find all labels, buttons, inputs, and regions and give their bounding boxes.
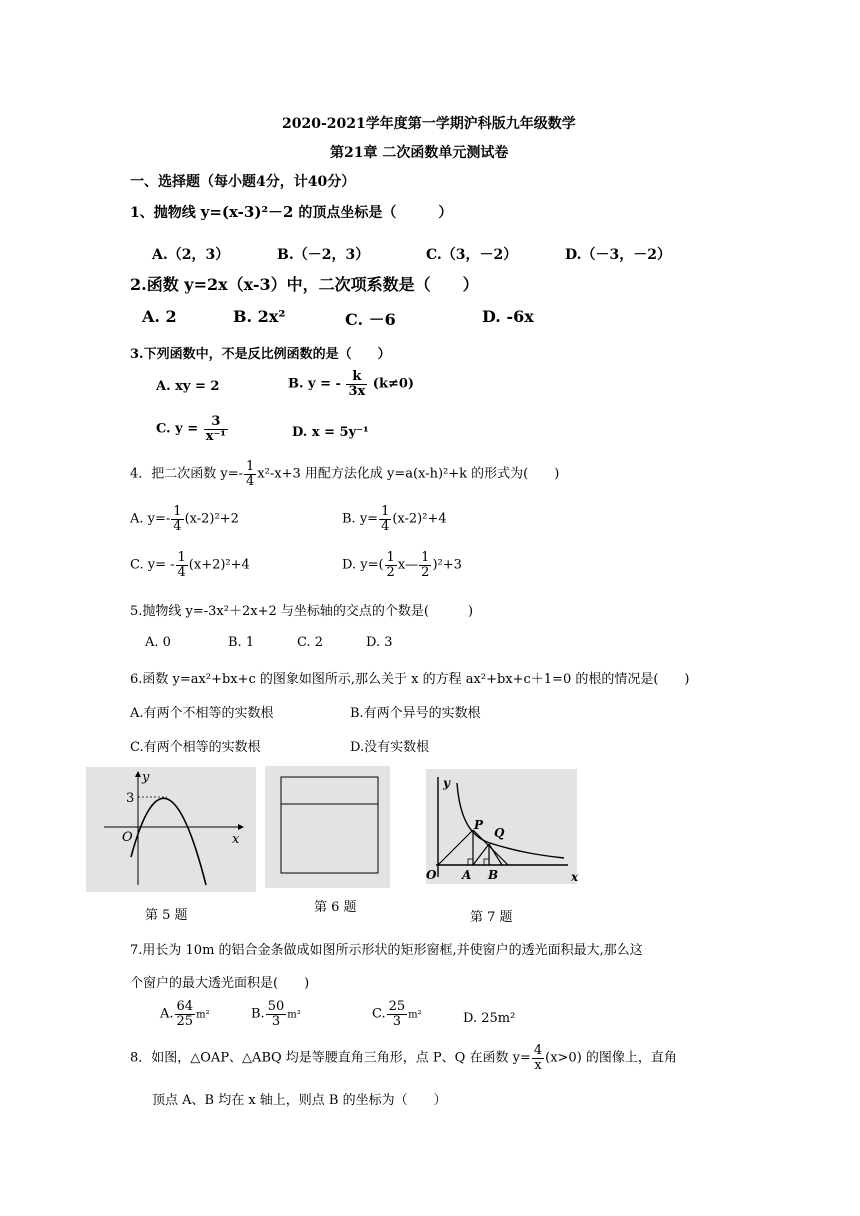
figure-7-origin: O	[426, 868, 437, 882]
q8-prefix: 8．如图，△OAP、△ABQ 均是等腰直角三角形，点 P、Q 在函数 y=	[130, 1050, 531, 1066]
q4-option-b-suffix: (x-2)²+4	[392, 511, 447, 527]
q7-option-b-numerator: 50	[267, 999, 285, 1014]
q7-option-d: D. 25m²	[463, 1011, 516, 1026]
q4-option-c-suffix: (x+2)²+4	[188, 557, 250, 573]
question-2: 2.函数 y=2x（x-3）中，二次项系数是（ ）	[130, 275, 479, 294]
q7-option-c	[372, 1000, 422, 1028]
q7-option-a-unit: m²	[196, 1009, 210, 1021]
page-subtitle: 第21章 二次函数单元测试卷	[330, 145, 509, 161]
q2-option-b: B. 2x²	[233, 307, 286, 326]
section-heading: 一、选择题（每小题4分，计40分）	[130, 174, 356, 190]
q7-option-a	[160, 1000, 210, 1028]
q4-option-c-numerator: 1	[177, 550, 186, 565]
q1-option-d: D.（－3，－2）	[565, 247, 671, 263]
q7-option-a-prefix: A.	[160, 1006, 174, 1022]
q4-option-d-denominator-1: 2	[386, 564, 395, 580]
q4-denominator: 4	[246, 473, 255, 489]
q3-option-b-numerator: k	[346, 370, 367, 385]
q3-option-d: D. x = 5y⁻¹	[292, 425, 369, 440]
question-7-line-2: 个窗户的最大透光面积是( )	[130, 976, 310, 991]
q4-option-a-numerator: 1	[173, 504, 182, 519]
q4-option-d-suffix: )²+3	[432, 557, 462, 573]
q5-option-a: A. 0	[145, 635, 171, 650]
page-title: 2020-2021学年度第一学期沪科版九年级数学	[282, 116, 576, 132]
question-7-line-1: 7.用长为 10m 的铝合金条做成如图所示形状的矩形窗框,并使窗户的透光面积最大,那么这	[130, 943, 643, 958]
q1-option-c: C.（3，－2）	[426, 247, 518, 263]
q3-option-b-denominator: 3x	[348, 383, 366, 399]
q7-option-c-unit: m²	[408, 1009, 422, 1021]
q1-option-a: A.（2，3）	[152, 247, 230, 263]
figure-7-point-b: B	[488, 868, 499, 882]
q2-option-c: C. －6	[345, 310, 396, 329]
figure-7-caption: 第 7 题	[470, 910, 513, 925]
q4-option-b-denominator: 4	[381, 518, 390, 534]
q3-option-c-denominator: x⁻¹	[205, 428, 226, 444]
q4-option-b	[342, 505, 447, 533]
q5-option-c: C. 2	[297, 635, 324, 650]
q4-suffix: x²-x+3 用配方法化成 y=a(x-h)²+k 的形式为( )	[257, 466, 560, 482]
figure-7-y-label: y	[443, 776, 450, 790]
q4-option-d-numerator-1: 1	[386, 550, 395, 565]
q3-option-b-prefix: B. y = -	[288, 376, 341, 392]
q3-option-c	[156, 415, 229, 443]
question-4	[130, 460, 559, 488]
q4-option-c-denominator: 4	[177, 564, 186, 580]
q3-option-b-suffix: (k≠0)	[372, 376, 415, 392]
q7-option-b	[251, 1000, 301, 1028]
figure-5-origin: O	[122, 830, 133, 845]
q5-option-b: B. 1	[228, 635, 255, 650]
question-8-line-2: 顶点 A、B 均在 x 轴上，则点 B 的坐标为（ ）	[152, 1093, 447, 1108]
q3-option-a: A. xy = 2	[156, 379, 220, 394]
q4-option-a-prefix: A. y=-	[130, 511, 171, 527]
q7-option-c-numerator: 25	[388, 999, 406, 1014]
figure-7-point-a: A	[462, 868, 472, 882]
q2-option-a: A. 2	[142, 307, 177, 326]
figure-6-caption: 第 6 题	[314, 900, 357, 915]
figure-5-y-label: y	[142, 770, 150, 785]
q2-option-d: D. -6x	[482, 307, 534, 326]
q7-option-b-unit: m²	[287, 1009, 301, 1021]
q3-option-c-numerator: 3	[204, 415, 228, 430]
q4-option-c	[130, 551, 250, 579]
q7-option-b-prefix: B.	[251, 1006, 265, 1022]
q4-option-d-numerator-2: 1	[421, 550, 430, 565]
figure-5-x-label: x	[232, 832, 240, 847]
q3-option-b	[288, 370, 414, 398]
q8-suffix: (x>0) 的图像上，直角	[545, 1050, 677, 1066]
figure-6-window-frame	[265, 766, 390, 888]
question-5: 5.抛物线 y=-3x²＋2x+2 与坐标轴的交点的个数是( )	[130, 604, 474, 619]
q1-option-b: B.（－2，3）	[277, 247, 370, 263]
q7-option-a-denominator: 25	[176, 1013, 194, 1029]
q4-option-a	[130, 505, 239, 533]
question-3: 3.下列函数中，不是反比例函数的是（ ）	[130, 347, 391, 362]
question-8-line-1	[130, 1044, 677, 1072]
figure-7-point-p: P	[474, 818, 484, 832]
q4-option-a-denominator: 4	[173, 518, 182, 534]
q4-numerator: 1	[246, 459, 255, 474]
q4-option-d-middle: x—	[397, 557, 419, 573]
q5-option-d: D. 3	[366, 635, 393, 650]
q4-option-d-denominator-2: 2	[421, 564, 430, 580]
q6-option-a: A.有两个不相等的实数根	[130, 706, 274, 721]
q4-option-c-prefix: C. y= -	[130, 557, 175, 573]
q7-option-a-numerator: 64	[176, 999, 194, 1014]
figure-5-caption: 第 5 题	[145, 908, 188, 923]
q1-prefix: 1、抛物线	[130, 205, 196, 221]
q4-option-b-numerator: 1	[381, 504, 390, 519]
q6-option-b: B.有两个异号的实数根	[350, 706, 481, 721]
q7-option-c-denominator: 3	[392, 1013, 402, 1029]
figure-7-point-q: Q	[494, 826, 505, 840]
figure-6	[265, 766, 390, 888]
figure-5	[86, 767, 256, 892]
q6-option-c: C.有两个相等的实数根	[130, 740, 261, 755]
q3-option-c-prefix: C. y =	[156, 421, 199, 437]
question-6: 6.函数 y=ax²+bx+c 的图象如图所示,那么关于 x 的方程 ax²+bx+c＋1=0 的根的情况是( )	[130, 672, 690, 687]
q4-option-a-suffix: (x-2)²+2	[184, 511, 239, 527]
q4-option-b-prefix: B. y=	[342, 511, 379, 527]
q4-prefix: 4．把二次函数 y=-	[130, 466, 244, 482]
q4-option-d	[342, 551, 462, 579]
question-1	[130, 201, 452, 222]
figure-7-x-label: x	[571, 870, 579, 884]
figure-5-graph	[86, 767, 256, 892]
q7-option-b-denominator: 3	[271, 1013, 281, 1029]
q8-numerator: 4	[533, 1043, 543, 1058]
q6-option-d: D.没有实数根	[350, 740, 430, 755]
q8-denominator: x	[534, 1057, 542, 1073]
q1-expression: y=(x-3)²－2	[200, 203, 294, 221]
figure-7	[426, 769, 577, 884]
q1-suffix: 的顶点坐标是（ ）	[298, 205, 453, 221]
figure-5-tick: 3	[126, 791, 135, 806]
q4-option-d-prefix: D. y=(	[342, 557, 384, 573]
figure-7-graph	[426, 769, 577, 884]
q7-option-c-prefix: C.	[372, 1006, 386, 1022]
